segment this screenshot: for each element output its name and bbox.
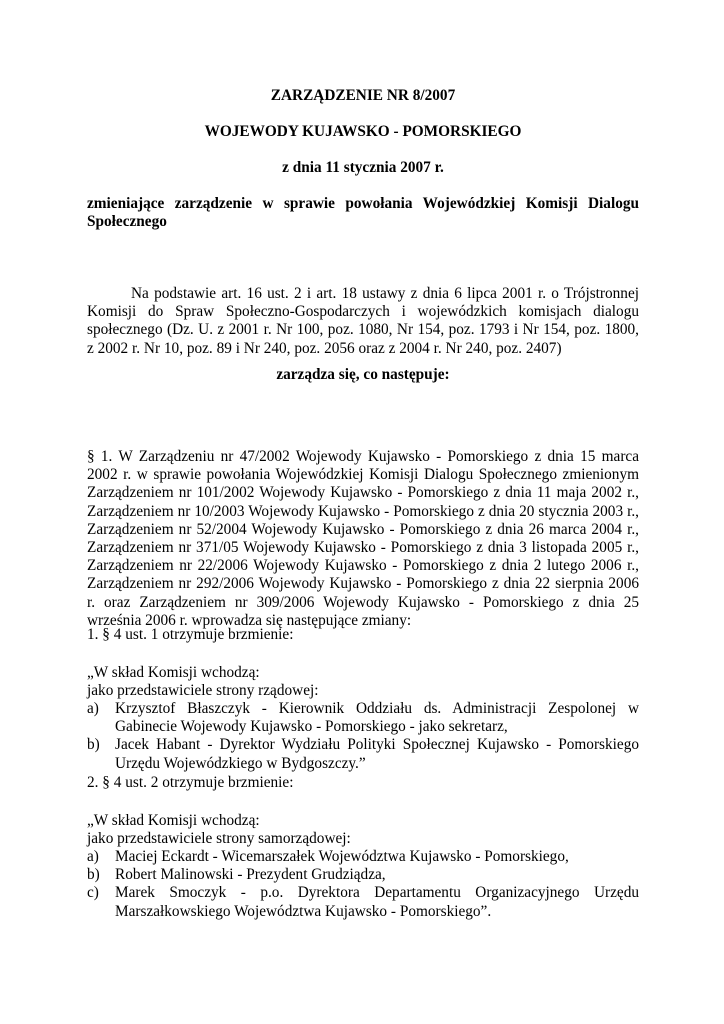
list-item [87, 866, 639, 884]
list-item-text: Maciej Eckardt - Wicemarszałek Województwa Kujawsko - Pomorskiego, [115, 848, 569, 865]
list-item [87, 736, 639, 772]
list-marker: b) [87, 866, 100, 884]
document-page [87, 0, 639, 1024]
list-item-text: Marek Smoczyk - p.o. Dyrektora Departamentu Organizacyjnego Urzędu Marszałkowskiego Województwa Kujawsko - Pomorskiego”. [115, 884, 639, 920]
list-item-text: Robert Malinowski - Prezydent Grudziądza, [115, 866, 386, 884]
change-1-heading: 1. § 4 ust. 1 otrzymuje brzmienie: [87, 626, 294, 643]
preamble-directive: zarządza się, co następuje: [276, 366, 450, 383]
change-2-intro: „W skład Komisji wchodzą: [87, 812, 260, 829]
document-issuer: WOJEWODY KUJAWSKO - POMORSKIEGO [204, 123, 522, 140]
change-1-intro: „W skład Komisji wchodzą: [87, 664, 260, 681]
document-date: z dnia 11 stycznia 2007 r. [282, 159, 444, 176]
change-2-group: jako przedstawiciele strony samorządowej: [87, 830, 351, 847]
list-marker: a) [87, 848, 99, 865]
change-2-member-list [87, 848, 639, 921]
section-1-text: § 1. W Zarządzeniu nr 47/2002 Wojewody Kujawsko - Pomorskiego z dnia 15 marca 2002 r. w sprawie powołania Wojewódzkiej Komisji Dialogu Społecznego zmienionym Zarządzeniem nr 101/2002 Wojewody Kujawsko - Pomorskiego z dnia 11 maja 2002 r., Zarządzeniem nr 10/2003 Wojewody Kujawsko - Pomorskiego z dnia 20 stycznia 2003 r., Zarządzeniem nr 52/2004 Wojewody Kujawsko - Pomorskiego z dnia 26 marca 2004 r., Zarządzeniem nr 371/05 Wojewody Kujawsko - Pomorskiego z dnia 3 listopada 2005 r., Zarządzeniem nr 22/2006 Wojewody Kujawsko - Pomorskiego z dnia 2 lutego 2006 r., Zarządzeniem nr 292/2006 Wojewody Kujawsko - Pomorskiego z dnia 22 sierpnia 2006 r. oraz Zarządzeniem nr 309/2006 Wojewody Kujawsko - Pomorskiego z dnia 25 września 2006 r. wprowadza się następujące zmiany: [87, 448, 639, 629]
document-title: ZARZĄDZENIE NR 8/2007 [270, 87, 456, 104]
list-item [87, 884, 639, 920]
list-item-text: Krzysztof Błaszczyk - Kierownik Oddziału ds. Administracji Zespolonej w Gabinecie Wojewody Kujawsko - Pomorskiego - jako sekretarz, [115, 700, 639, 736]
list-item-text: Jacek Habant - Dyrektor Wydziału Polityki Społecznej Kujawsko - Pomorskiego Urzędu Wojewódzkiego w Bydgoszczy.” [115, 736, 639, 772]
change-1-member-list [87, 700, 639, 773]
preamble-text: Na podstawie art. 16 ust. 2 i art. 18 ustawy z dnia 6 lipca 2001 r. o Trójstronnej Komisji do Spraw Społeczno-Gospodarczych i wojewódzkich komisjach dialogu społecznego (Dz. U. z 2001 r. Nr 100, poz. 1080, Nr 154, poz. 1793 i Nr 154, poz. 1800, z 2002 r. Nr 10, poz. 89 i Nr 240, poz. 2056 oraz z 2004 r. Nr 240, poz. 2407) [87, 285, 639, 357]
list-marker: b) [87, 736, 100, 754]
document-subject: zmieniające zarządzenie w sprawie powołania Wojewódzkiej Komisji Dialogu Społecznego [87, 195, 639, 231]
change-1-group: jako przedstawiciele strony rządowej: [87, 682, 319, 699]
list-marker: a) [87, 700, 99, 717]
list-marker: c) [87, 884, 99, 902]
list-item [87, 848, 639, 866]
change-2-heading: 2. § 4 ust. 2 otrzymuje brzmienie: [87, 774, 294, 791]
list-item [87, 700, 639, 736]
